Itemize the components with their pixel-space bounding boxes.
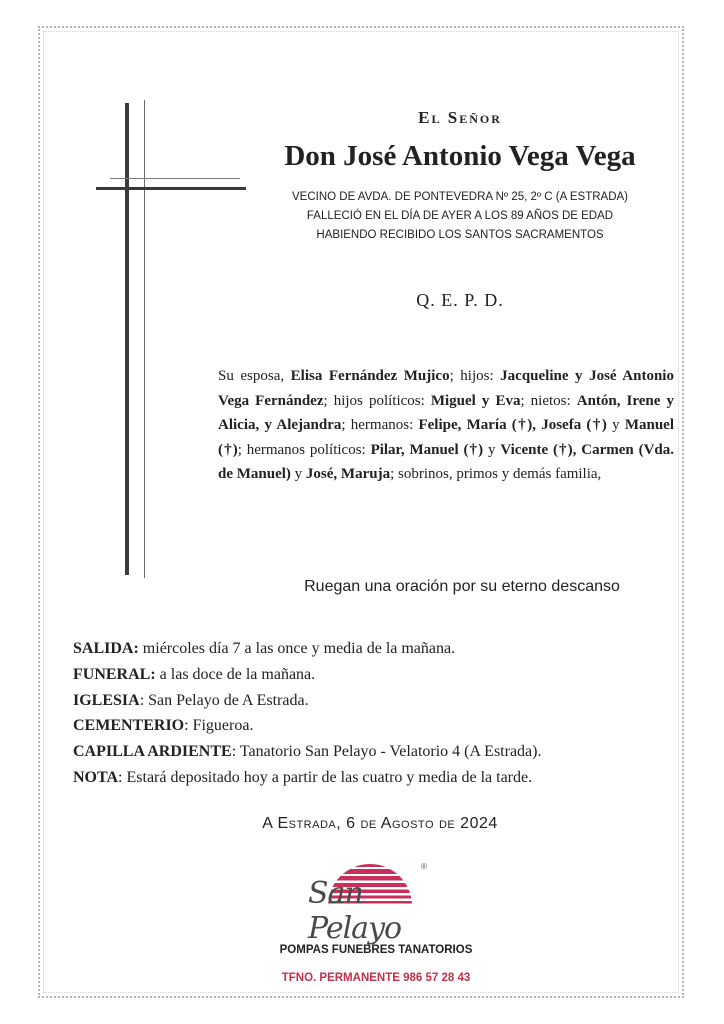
detail-cementerio (73, 713, 693, 739)
registered-mark: ® (421, 862, 427, 871)
family-text: ; hijos: (449, 368, 501, 384)
family-text: ; sobrinos, primos y demás familia, (390, 466, 602, 483)
detail-label: IGLESIA (73, 691, 140, 709)
info-line-3: HABIENDO RECIBIDO LOS SANTOS SACRAMENTOS (316, 229, 604, 241)
family-name: Pilar, Manuel (†) (370, 441, 484, 458)
family-name: José, Maruja (305, 466, 391, 483)
phone-line: TFNO. PERMANENTE 986 57 28 43 (281, 972, 471, 984)
family-name: Antón, Irene y Alicia, y Alejandra (218, 392, 674, 434)
family-text: ; hermanos políticos: (237, 441, 371, 458)
detail-nota (73, 765, 693, 791)
family-text: y (483, 441, 501, 458)
family-text: ; hermanos: (341, 417, 419, 434)
detail-text: a las doce de la mañana. (155, 665, 316, 683)
prayer-line: Ruegan una oración por su eterno descanso (304, 578, 620, 595)
detail-label: CAPILLA ARDIENTE (73, 743, 232, 761)
family-paragraph (218, 364, 674, 487)
detail-salida (73, 636, 693, 662)
detail-label: SALIDA: (73, 640, 139, 657)
family-name: Vicente (†), Carmen (Vda. de Manuel) (218, 441, 675, 483)
family-text: ; nietos: (520, 392, 577, 409)
family-text: ; hijos políticos: (323, 392, 431, 409)
cross-horizontal-thick (96, 187, 246, 190)
detail-label: FUNERAL: (73, 665, 156, 683)
page-border-inner (43, 31, 679, 993)
detail-text: : Tanatorio San Pelayo - Velatorio 4 (A Estrada). (231, 743, 542, 761)
cross-horizontal-thin (110, 178, 240, 179)
deceased-name: Don José Antonio Vega Vega (284, 140, 636, 172)
funeral-details (73, 636, 693, 791)
family-name: Jacqueline y José Antonio Vega Fernández (218, 368, 674, 409)
family-text: Su esposa, (218, 368, 291, 384)
family-name: Felipe, María (†), Josefa (†) (418, 417, 607, 434)
qepd: Q. E. P. D. (416, 290, 504, 310)
detail-funeral (73, 662, 693, 688)
detail-text: : San Pelayo de A Estrada. (139, 691, 309, 709)
detail-iglesia (73, 688, 693, 714)
title-small: El Señor (418, 108, 502, 127)
family-text: y (606, 417, 625, 434)
family-name: Elisa Fernández Mujico (290, 368, 450, 384)
info-line-2: FALLECIÓ EN EL DÍA DE AYER A LOS 89 AÑOS DE EDAD (306, 210, 614, 222)
family-name: Miguel y Eva (430, 392, 521, 409)
detail-capilla (73, 739, 693, 765)
detail-label: CEMENTERIO (73, 717, 185, 735)
info-line-1: VECINO DE AVDA. DE PONTEVEDRA Nº 25, 2º C (A ESTRADA) (291, 191, 629, 203)
company-tagline: POMPAS FUNEBRES TANATORIOS (279, 944, 473, 956)
cross-vertical-thick (125, 103, 129, 575)
detail-label: NOTA (73, 768, 119, 786)
date-line: A Estrada, 6 de Agosto de 2024 (262, 815, 498, 832)
family-text: y (290, 466, 306, 483)
cross-vertical-thin (144, 100, 145, 578)
detail-text: : Estará depositado hoy a partir de las cuatro y media de la tarde. (118, 768, 533, 786)
logo-text: San Pelayo (308, 876, 402, 946)
detail-text: : Figueroa. (184, 717, 254, 735)
detail-text: miércoles día 7 a las once y media de la mañana. (138, 640, 456, 657)
family-name: Manuel (†) (218, 417, 674, 458)
